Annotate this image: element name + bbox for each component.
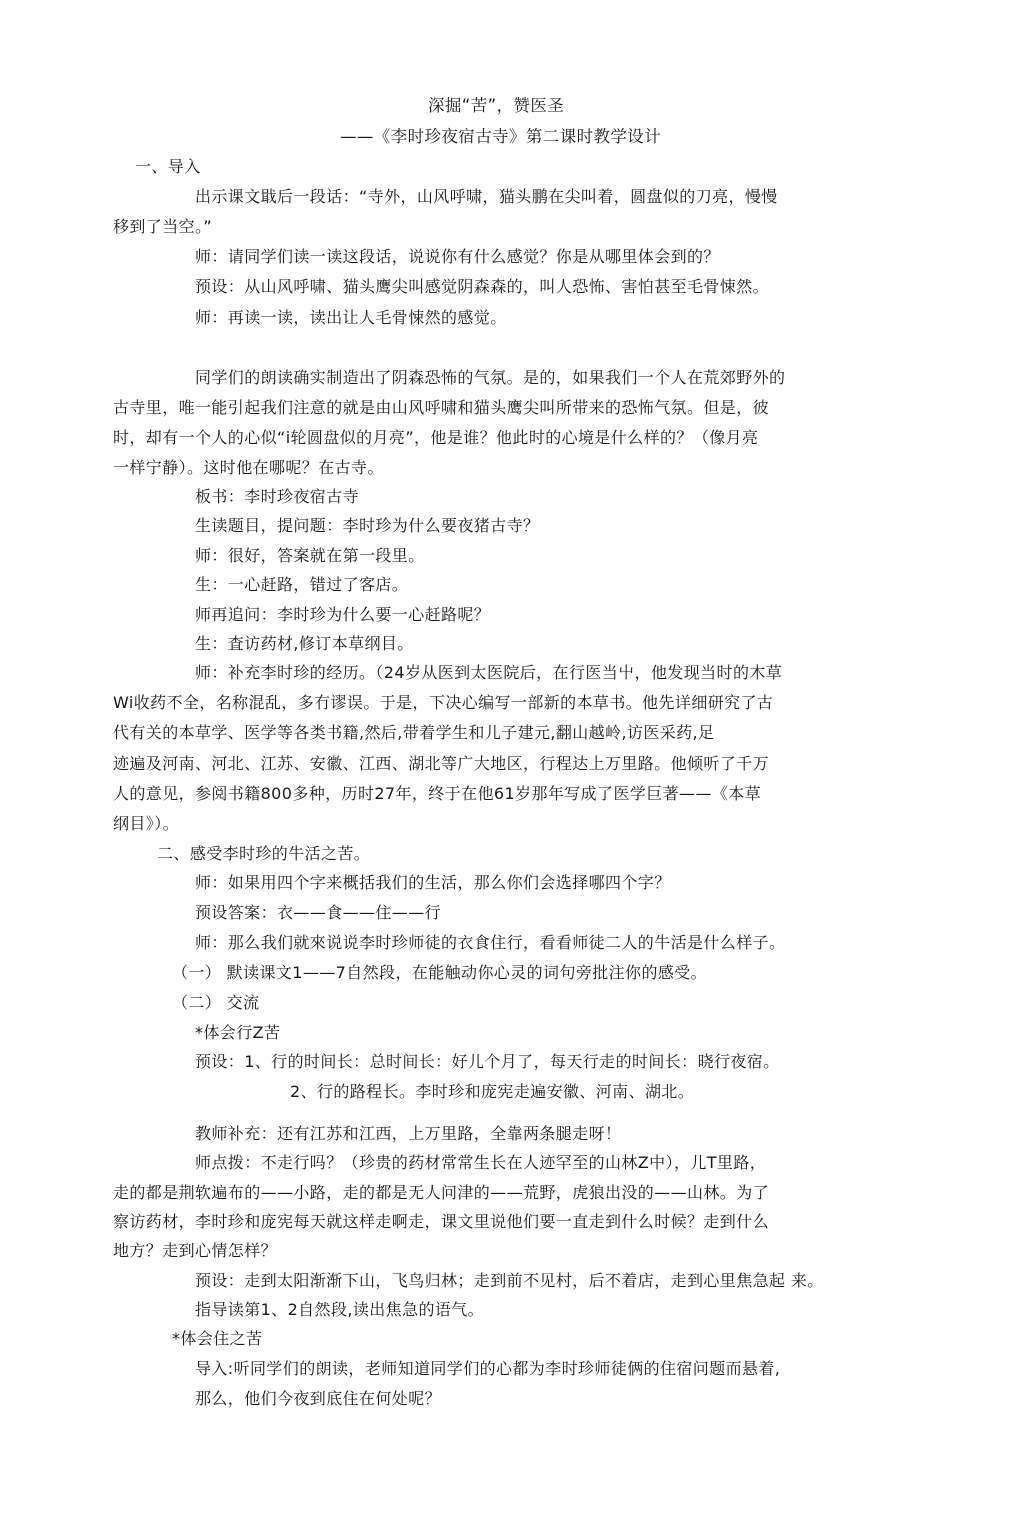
text-line: 时，却有一个人的心似“i轮圆盘似的月亮”，他是谁？他此时的心境是什么样的？（像月亮 <box>113 428 759 447</box>
text-line: 师：那么我们就來说说李时珍师徒的衣食住行，看看师徒二人的牛活是什么样子。 <box>195 933 786 952</box>
text-line: 师：如果用四个字来概括我们的生活，那么你们会选择哪四个字？ <box>195 873 671 892</box>
text-line: 师点拨：不走行吗？（珍贵的药材常常生长在人迹罕至的山林Z中），儿T里路， <box>195 1153 767 1172</box>
text-line: 生读题目，提问题：李时珍为什么要夜猪古寺？ <box>195 516 540 535</box>
text-line: 教师补充：还有江苏和江西，上万里路，全靠两条腿走呀！ <box>195 1124 622 1143</box>
text-line: 2、行的路程长。李时珍和庞宪走遍安徽、河南、湖北。 <box>290 1082 695 1101</box>
text-line: 生：一心赶路，错过了客店。 <box>195 575 409 594</box>
text-line: 走的都是荆软遍布的——小路，走的都是无人问津的——荒野，虎狼出没的——山林。为了 <box>113 1183 770 1202</box>
text-line: 古寺里，唯一能引起我们注意的就是由山风呼啸和猫头鹰尖叫所带来的恐怖气氛。但是，彼 <box>113 398 770 417</box>
text-line: 纲目》）。 <box>113 814 180 833</box>
text-line: 师：请同学们读一读这段话，说说你有什么感觉？你是从哪里体会到的？ <box>195 247 720 266</box>
text-line: 同学们的朗读确实制造出了阴森恐怖的气氛。是的，如果我们一个人在荒郊野外的 <box>195 368 786 387</box>
text-line: 导入:听同学们的朗读，老师知道同学们的心都为李时珍师徒俩的住宿问题而悬着, <box>195 1359 781 1378</box>
text-line: 师再追问：李时珍为什么要一心赶路呢？ <box>195 605 491 624</box>
text-line: （一） 默读课文1——7自然段，在能触动你心灵的词句旁批注你的感受。 <box>172 963 708 982</box>
text-line: 师：补充李时珍的经历。（24岁从医到太医院后，在行医当屮，他发现当时的木草 <box>195 663 783 682</box>
text-line: （二） 交流 <box>172 993 260 1012</box>
text-line: 预设：从山风呼啸、猫头鹰尖叫感觉阴森森的，叫人恐怖、害怕甚至毛骨悚然。 <box>195 277 770 296</box>
text-line: 移到了当空。” <box>113 217 213 236</box>
text-line: *体会行Z苦 <box>195 1023 281 1042</box>
document-subtitle: ——《李时珍夜宿古寺》第二课时教学设计 <box>340 127 662 146</box>
text-line: *体会住之苦 <box>172 1329 263 1348</box>
text-line: 代有关的本草学、医学等各类书籍,然后,带着学生和儿子建元,翻山越岭,访医采药,足 <box>113 723 715 742</box>
text-line: 板书：李时珍夜宿古寺 <box>195 487 360 506</box>
text-line: 一样宁静）。这时他在哪呢？在古寺。 <box>113 458 384 477</box>
text-line: 师：很好，答案就在第一段里。 <box>195 546 425 565</box>
text-line: 地方？走到心情怎样？ <box>113 1241 278 1260</box>
text-line: 师：再读一读，读出让人毛骨悚然的感觉。 <box>195 308 507 327</box>
text-line: 出示课文戢后一段话：“寺外，山风呼啸，猫头鹏在尖叫着，圆盘似的刀亮，慢慢 <box>195 187 778 206</box>
section-heading: 二、感受李时珍的牛活之苦。 <box>157 844 371 863</box>
text-line: 察访药材，李时珍和庞宪每天就这样走啊走，课文里说他们要一直走到什么时候？走到什么 <box>113 1212 770 1231</box>
text-line: 预设：1、行的时间长：总时间长：好儿个月了，每天行走的时间长：晓行夜宿。 <box>195 1052 780 1071</box>
text-line: Wi收药不全，名称混乱，多冇谬误。于是，下决心编写一部新的本草书。他先详细研究了古 <box>113 693 774 712</box>
text-line: 迹遍及河南、河北、江苏、安徽、江西、湖北等广大地区，行程达上万里路。他倾听了千万 <box>113 754 770 773</box>
document-title: 深掘“苦”，赞医圣 <box>428 96 565 115</box>
text-line: 生：査访药材,修订本草纲目。 <box>195 634 414 653</box>
text-line: 人的意见，参阅书籍800多种，历时27年，终于在他61岁那年写成了医学巨著——《本草 <box>113 784 762 803</box>
text-line: 预设答案：衣——食——住——行 <box>195 903 442 922</box>
text-line: 预设：走到太阳渐渐下山，飞鸟归林；走到前不见村，后不着店，走到心里焦急起 来。 <box>195 1271 824 1290</box>
text-line: 那么，他们今夜到底住在何处呢？ <box>195 1389 442 1408</box>
section-heading: 一、导入 <box>135 157 201 176</box>
text-line: 指导读第1、2自然段,读出焦急的语气。 <box>195 1300 485 1319</box>
